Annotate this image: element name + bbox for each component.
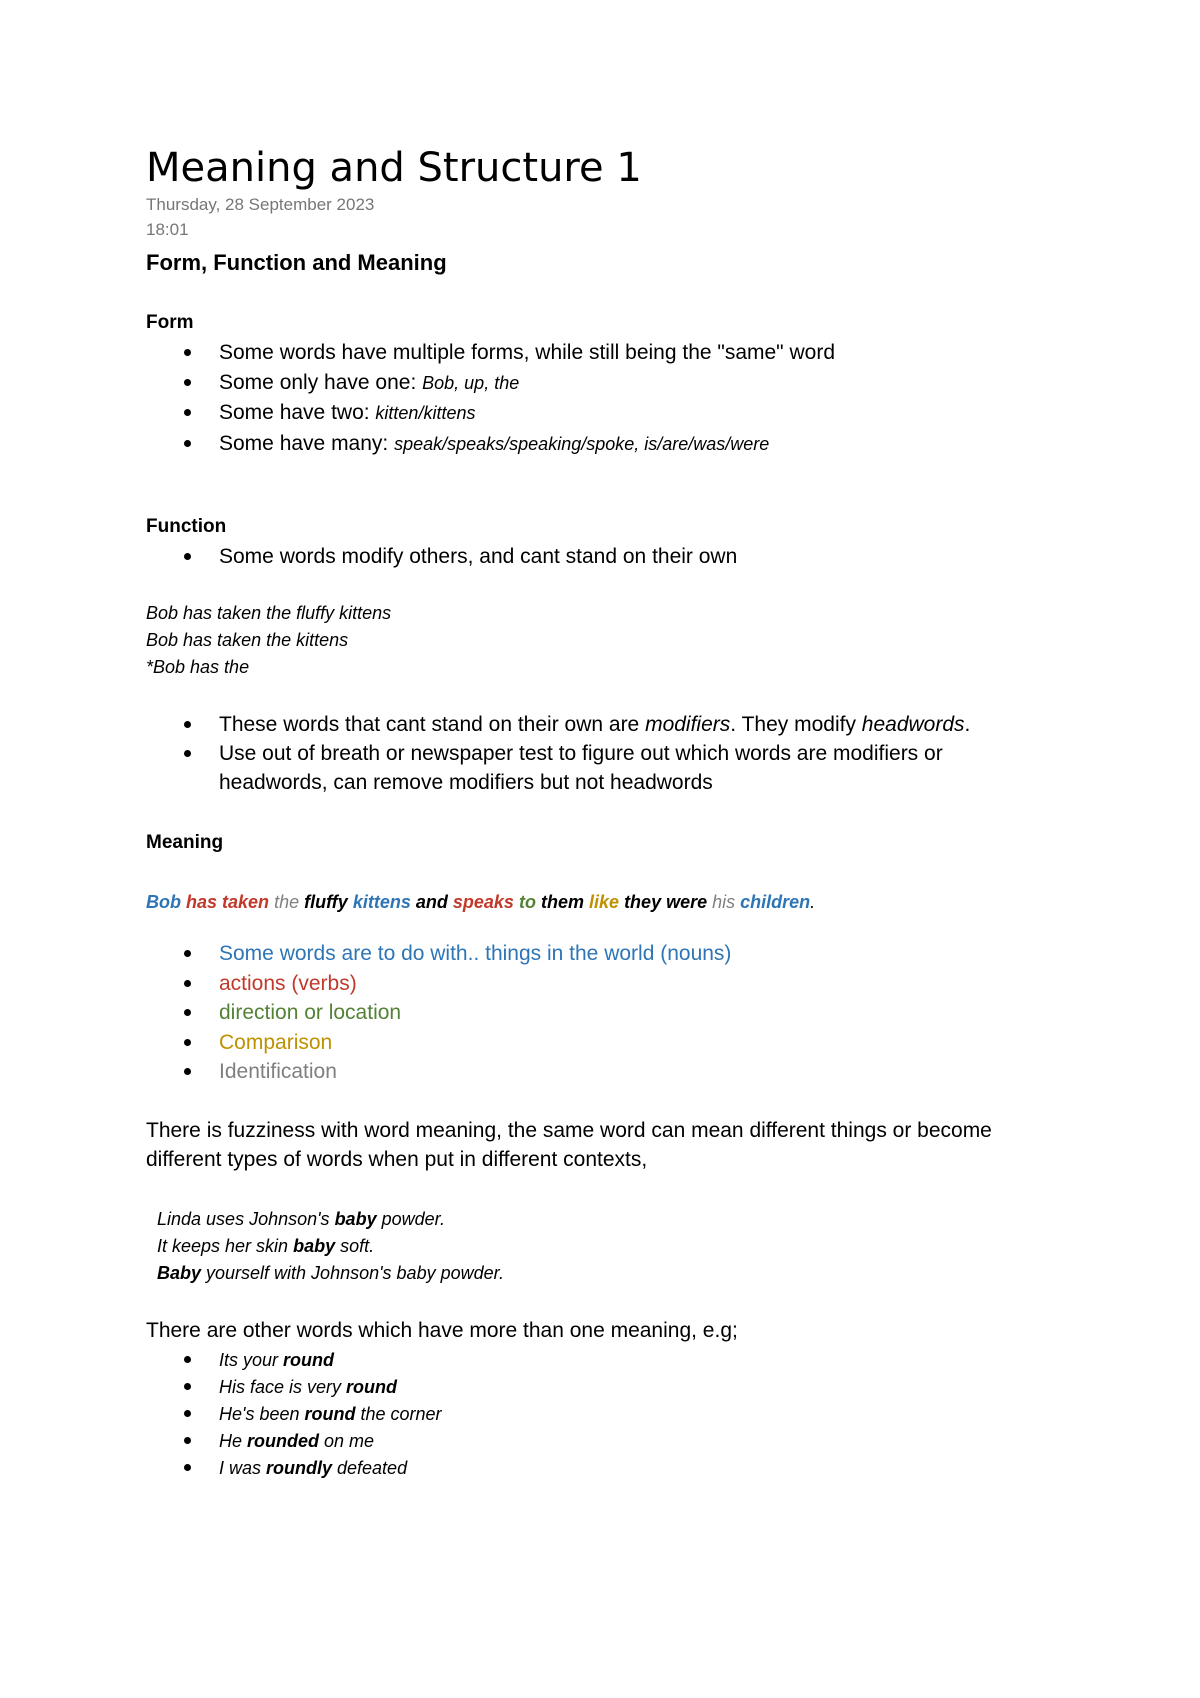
- function-heading: Function: [146, 516, 227, 537]
- meaning-categories: [146, 939, 731, 1087]
- function-list-1: [146, 542, 737, 571]
- page-time: 18:01: [146, 220, 189, 239]
- function-example-1: Bob has taken the fluffy kittens: [146, 603, 392, 623]
- meaning-sentence: Bob has taken the fluffy kittens and speaks to them like they were his children.: [146, 892, 816, 912]
- list-item: He's been round the corner: [146, 1401, 442, 1428]
- list-item: direction or location: [146, 998, 731, 1028]
- fuzziness-example-1: Linda uses Johnson's baby powder.: [157, 1209, 445, 1229]
- list-item: His face is very round: [146, 1374, 442, 1401]
- function-list-2: [146, 710, 970, 797]
- list-item: Some have two: kitten/kittens: [146, 398, 835, 429]
- list-item: Some words have multiple forms, while still being the "same" word: [146, 338, 835, 368]
- list-item: Use out of breath or newspaper test to figure out which words are modifiers or headwords, can remove modifiers but not headwords: [146, 739, 970, 797]
- other-words-list: [146, 1347, 442, 1482]
- list-item: Identification: [146, 1057, 731, 1087]
- list-item: Some words are to do with.. things in the world (nouns): [146, 939, 731, 969]
- form-example: speak/speaks/speaking/spoke, is/are/was/were: [394, 433, 770, 454]
- list-item: Its your round: [146, 1347, 442, 1374]
- list-item: These words that cant stand on their own are modifiers. They modify headwords.: [146, 710, 970, 739]
- list-item: Some words modify others, and cant stand on their own: [146, 542, 737, 571]
- function-example-2: Bob has taken the kittens: [146, 630, 349, 650]
- meaning-heading: Meaning: [146, 832, 224, 853]
- page-title: Meaning and Structure 1: [146, 145, 642, 191]
- function-example-3: *Bob has the: [146, 657, 250, 677]
- form-heading: Form: [146, 312, 194, 333]
- fuzziness-example-2: It keeps her skin baby soft.: [157, 1236, 375, 1256]
- page-date: Thursday, 28 September 2023: [146, 195, 375, 214]
- list-item: actions (verbs): [146, 969, 731, 999]
- form-list: [146, 338, 835, 459]
- list-item: Some have many: speak/speaks/speaking/spoke, is/are/was/were: [146, 429, 835, 460]
- other-words-intro: There are other words which have more than one meaning, e.g;: [146, 1319, 738, 1342]
- section-heading: Form, Function and Meaning: [146, 250, 447, 275]
- fuzziness-example-3: Baby yourself with Johnson's baby powder.: [157, 1263, 504, 1283]
- list-item: I was roundly defeated: [146, 1455, 442, 1482]
- form-example: kitten/kittens: [375, 403, 476, 423]
- list-item: Some only have one: Bob, up, the: [146, 368, 835, 399]
- list-item: Comparison: [146, 1028, 731, 1058]
- list-item: He rounded on me: [146, 1428, 442, 1455]
- fuzziness-paragraph: There is fuzziness with word meaning, the same word can mean different things or become different types of words when put in different contexts,: [146, 1119, 992, 1171]
- form-example: Bob, up, the: [422, 372, 520, 393]
